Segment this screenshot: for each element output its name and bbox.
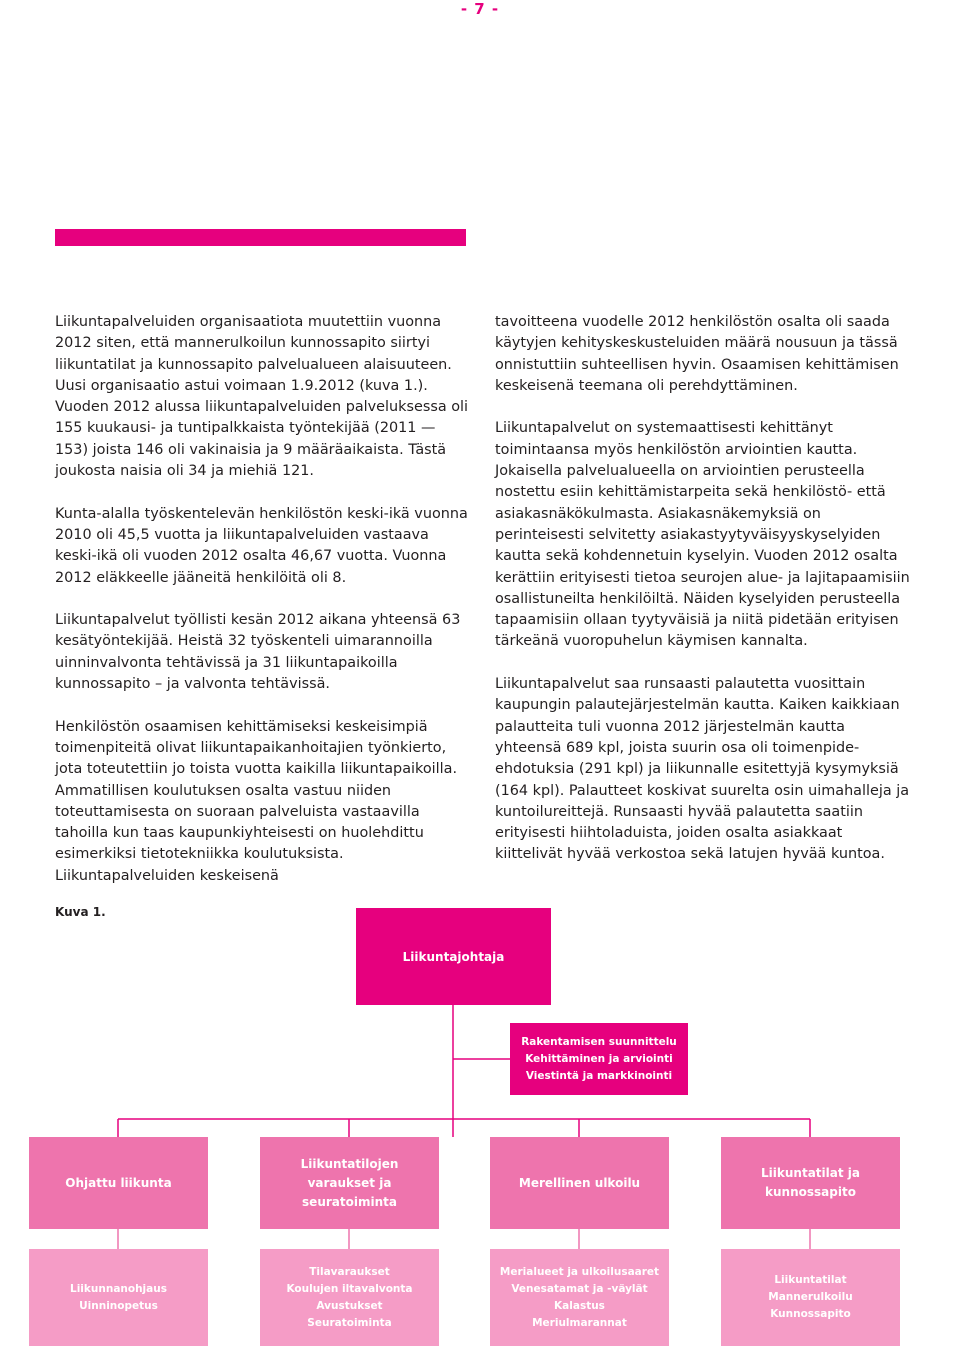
org-box-subunit [29,1249,208,1346]
org-box-line: Seuratoiminta [307,1316,392,1329]
org-box-subunit [490,1249,669,1346]
org-box-label: Liikuntatilat ja kunnossapito [761,1166,860,1199]
org-box-line: Viestintä ja markkinointi [525,1069,673,1082]
org-box-line: Mannerulkoilu [768,1291,853,1303]
paragraph: tavoitteena vuodelle 2012 henkilöstön osalta oli saada käytyjen kehityskeskusteluiden määrä nousuun ja tässä onnistuttiin suhteellisen hyvin. Osaamisen kehittämisen keskeisenä teemana oli perehdyttäminen. [495,314,899,394]
paragraph: Henkilöstön osaamisen kehittämiseksi keskeisimpiä toimenpiteitä olivat liikuntapaikanhoitajien työnkierto, jota toteutettiin jo toista vuotta kaikilla liikuntapaikoilla. Ammatillisen koulutuksen osalta vastuu niiden toteuttamisesta on suoraan palveluista vastaavilla tahoilla kun taas kaupunkiyhteisesti on huolehdittu esimerkiksi tietotekniikka koulutuksista. Liikuntapalveluiden keskeisenä [55,718,458,884]
org-box-label: Merellinen ulkoilu [518,1175,641,1190]
org-box-line: Meriulmarannat [532,1316,627,1329]
org-box-label: Liikuntajohtaja [402,949,505,964]
org-box-line: Kalastus [554,1299,605,1312]
org-box-line: Kehittäminen ja arviointi [525,1052,673,1065]
org-box-line: Avustukset [316,1299,383,1312]
org-box-label: Ohjattu liikunta [65,1175,172,1190]
org-box-subunit [721,1249,900,1346]
paragraph: Liikuntapalveluiden organisaatiota muutettiin vuonna 2012 siten, että mannerulkoilun kunnossapito siirtyi liikuntatilat ja kunnossapito palvelualueen alaisuuteen. Uusi organisaatio astui voimaan 1.9.2012 (kuva 1.). Vuoden 2012 alussa liikuntapalveluiden palveluksessa oli 155 kuukausi- ja tuntipalkkaista työntekijää (2011 — 153) joista 146 oli vakinaisia ja 9 määräaikaista. Tästä joukosta naisia oli 34 ja miehiä 121. [55,314,469,480]
org-box-unit [490,1137,669,1229]
org-box-line: Liikuntatilat [774,1274,847,1286]
org-box-unit [29,1137,208,1229]
org-box-line: Rakentamisen suunnittelu [521,1035,677,1048]
org-box-line: Venesatamat ja -väylät [511,1282,648,1295]
org-box-line: Tilavaraukset [309,1265,390,1278]
org-box-line: Uinninopetus [79,1299,158,1312]
figure-caption: Kuva 1. [55,905,106,919]
paragraph: Kunta-alalla työskentelevän henkilöstön keski-ikä vuonna 2010 oli 45,5 vuotta ja liikuntapalveluiden vastaava keski-ikä oli vuoden 2012 osalta 46,67 vuotta. Vuonna 2012 eläkkeelle jääneitä henkilöitä oli 8. [55,505,468,586]
org-box-unit [721,1137,900,1229]
org-box-unit [260,1137,439,1229]
org-box-staff-functions [510,1023,688,1095]
paragraph: Liikuntapalvelut on systemaattisesti kehittänyt toimintaansa myös henkilöstön arviointien kautta. Jokaisella palvelualueella on arviointien perusteella nostettu esiin kehittämistarpeita sekä henkilöstö- että asiakasnäkökulmasta. Asiakasnäkemyksiä on perinteisesti selvitetty asiakastyytyväisyyskyselyiden kautta sekä kohdennetuin kyselyin. Vuoden 2012 osalta kerättiin erityisesti tietoa seurojen alue- ja lajitapaamisiin osallistuneilta henkilöiltä. Näiden kyselyiden perusteella tapaamisiin ollaan tyytyväisiä ja niitä pidetään erityisen tärkeänä vuoropuhelun käymisen kannalta. [495,420,910,650]
org-box-line: Koulujen iltavalvonta [286,1282,413,1295]
org-box-line: Merialueet ja ulkoilusaaret [499,1265,660,1278]
org-box-line: Kunnossapito [770,1308,851,1320]
paragraph: Liikuntapalvelut saa runsaasti palautetta vuosittain kaupungin palautejärjestelmän kautta. Kaiken kaikkiaan palautteita tuli vuonna 2012 järjestelmän kautta yhteensä 689 kpl, joista suurin osa oli toimenpide-ehdotuksia (291 kpl) ja liikunnalle esitettyjä kysymyksiä (164 kpl). Palautteet koskivat suurelta osin uimahalleja ja kuntoilureittejä. Runsaasti hyvää palautetta saatiin erityisesti hiihtoladuista, joiden osalta asiakkaat kiittelivät hyvää verkostoa sekä latujen hyvää kuntoa. [495,676,910,863]
paragraph: Liikuntapalvelut työllisti kesän 2012 aikana yhteensä 63 kesätyöntekijää. Heistä 32 työskenteli uimarannoilla uinninvalvonta tehtävissä ja 31 liikuntapaikoilla kunnossapito – ja valvonta tehtävissä. [55,612,461,693]
org-box-subunit [260,1249,439,1346]
page-number: - 7 - [460,0,500,18]
org-box-label: Liikuntatilojen varaukset ja seuratoiminta [300,1156,399,1209]
org-box-director [356,908,551,1005]
org-box-line: Liikunnanohjaus [70,1282,167,1295]
